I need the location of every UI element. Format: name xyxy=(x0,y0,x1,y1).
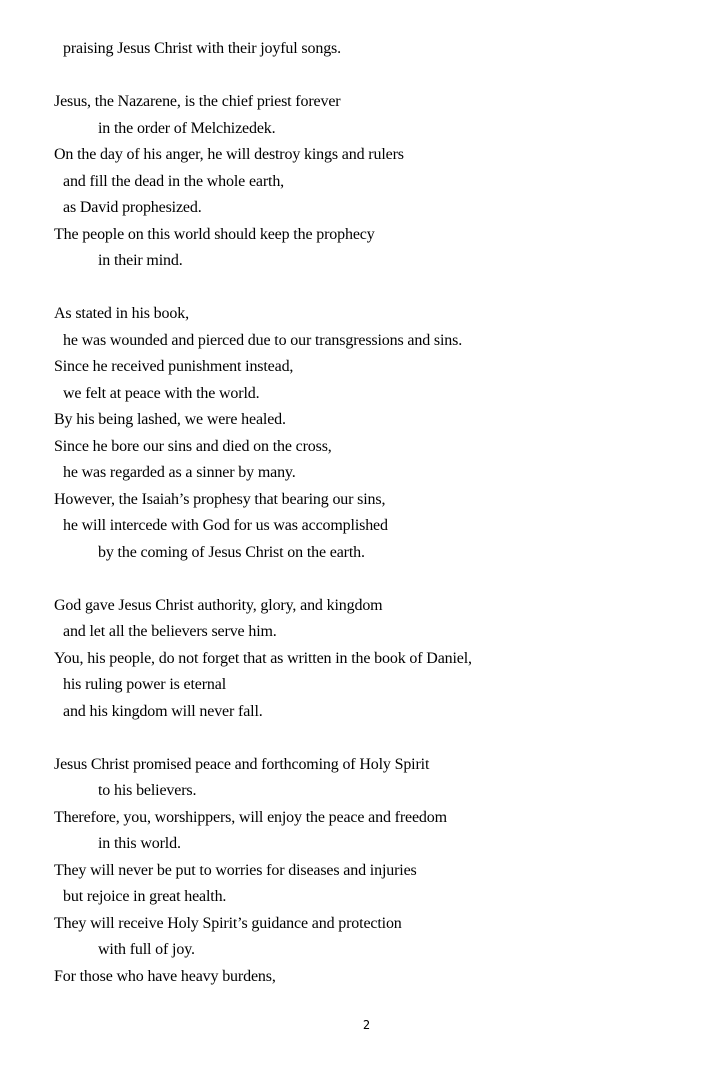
text-line: he was regarded as a sinner by many. xyxy=(63,464,296,481)
text-line: with full of joy. xyxy=(98,941,195,958)
blank-line xyxy=(54,566,694,593)
text-line: They will receive Holy Spirit’s guidance and protection xyxy=(54,914,402,932)
text-line: As stated in his book, xyxy=(54,305,189,322)
text-line: and his kingdom will never fall. xyxy=(63,702,263,720)
text-line: By his being lashed, we were healed. xyxy=(54,411,286,428)
text-line: Since he bore our sins and died on the cross, xyxy=(54,437,332,455)
text-line: in the order of Melchizedek. xyxy=(98,119,276,137)
text-line: Since he received punishment instead, xyxy=(54,358,294,375)
text-line: and let all the believers serve him. xyxy=(63,623,277,640)
text-line: They will never be put to worries for diseases and injuries xyxy=(54,861,417,879)
text-line: he will intercede with God for us was accomplished xyxy=(63,517,388,534)
text-line: he was wounded and pierced due to our transgressions and sins. xyxy=(63,331,463,349)
blank-line xyxy=(54,275,694,302)
text-line: but rejoice in great health. xyxy=(63,888,227,905)
text-line: in this world. xyxy=(98,835,181,852)
text-line: by the coming of Jesus Christ on the earth. xyxy=(98,543,365,561)
text-line: Jesus, the Nazarene, is the chief priest forever xyxy=(54,93,341,110)
text-line: On the day of his anger, he will destroy kings and rulers xyxy=(54,146,404,163)
text-line: The people on this world should keep the prophecy xyxy=(54,225,375,243)
text-line: However, the Isaiah’s prophesy that bearing our sins, xyxy=(54,490,386,508)
text-line: Therefore, you, worshippers, will enjoy the peace and freedom xyxy=(54,808,447,826)
text-line: his ruling power is eternal xyxy=(63,676,227,693)
text-line: Jesus Christ promised peace and forthcoming of Holy Spirit xyxy=(54,755,430,773)
text-body xyxy=(54,36,694,990)
text-line: You, his people, do not forget that as written in the book of Daniel, xyxy=(54,649,472,667)
blank-line xyxy=(54,63,694,90)
text-line: in their mind. xyxy=(98,252,183,269)
page-number: 2 xyxy=(362,1018,371,1032)
text-line: we felt at peace with the world. xyxy=(63,384,260,402)
text-line: God gave Jesus Christ authority, glory, and kingdom xyxy=(54,596,383,614)
text-line: For those who have heavy burdens, xyxy=(54,967,276,985)
text-line: praising Jesus Christ with their joyful songs. xyxy=(63,40,341,57)
text-line: as David prophesized. xyxy=(63,199,202,216)
text-line: to his believers. xyxy=(98,782,197,799)
text-line: and fill the dead in the whole earth, xyxy=(63,172,285,190)
blank-line xyxy=(54,725,694,752)
